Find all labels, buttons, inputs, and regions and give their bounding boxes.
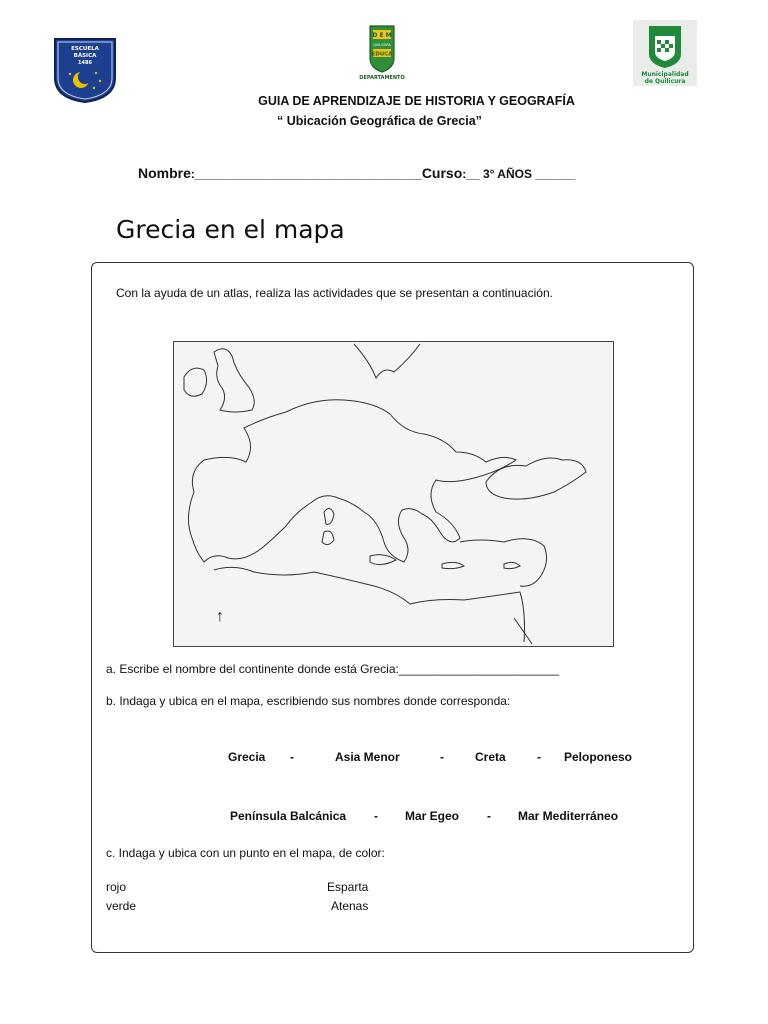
place-creta: Creta bbox=[475, 750, 506, 764]
section-title: Grecia en el mapa bbox=[116, 215, 345, 244]
guide-title: GUIA DE APRENDIZAJE DE HISTORIA Y GEOGRAFÍA bbox=[258, 94, 575, 108]
dem-quilicura-educa-logo bbox=[352, 24, 412, 84]
dem-caption: DEPARTAMENTO bbox=[359, 75, 405, 81]
crest-line-2: BÁSICA bbox=[73, 53, 97, 59]
question-c: c. Indaga y ubica con un punto en el mapa, de color: bbox=[106, 846, 385, 860]
separator: - bbox=[290, 750, 294, 764]
course-label: Curso bbox=[421, 165, 463, 181]
question-b: b. Indaga y ubica en el mapa, escribiendo sus nombres donde corresponda: bbox=[106, 694, 511, 708]
map-of-mediterranean-icon bbox=[174, 342, 613, 646]
separator: - bbox=[374, 809, 378, 823]
municipal-caption-2: de Quilicura bbox=[644, 78, 686, 85]
question-a: a. Escribe el nombre del continente donde está Grecia:________________________ bbox=[106, 662, 560, 676]
instruction-text: Con la ayuda de un atlas, realiza las actividades que se presentan a continuación. bbox=[116, 286, 553, 300]
badge-line-1: D E M bbox=[372, 32, 392, 39]
place-peloponeso: Peloponeso bbox=[564, 750, 633, 764]
place-peninsula-balcanica: Península Balcánica bbox=[230, 809, 347, 823]
crest-line-1: ESCUELA bbox=[71, 46, 99, 52]
color-rojo: rojo bbox=[106, 880, 127, 894]
place-esparta: Esparta bbox=[327, 880, 369, 894]
north-arrow-icon: ↑ bbox=[216, 608, 224, 625]
name-blank[interactable]: :__________________________________ bbox=[190, 167, 422, 181]
separator: - bbox=[537, 750, 541, 764]
place-mar-mediterraneo: Mar Mediterráneo bbox=[518, 809, 619, 823]
municipalidad-quilicura-logo bbox=[633, 20, 697, 86]
place-mar-egeo: Mar Egeo bbox=[405, 809, 460, 823]
place-grecia: Grecia bbox=[228, 750, 266, 764]
map-container bbox=[173, 341, 614, 647]
student-info-line bbox=[138, 165, 575, 181]
name-label: Nombre bbox=[138, 165, 191, 181]
course-value[interactable]: :__ 3° AÑOS ______ bbox=[462, 167, 576, 181]
color-verde: verde bbox=[106, 899, 137, 913]
separator: - bbox=[487, 809, 491, 823]
municipal-caption-1: Municipalidad bbox=[641, 71, 689, 78]
badge-line-2: QUILICURA bbox=[373, 43, 391, 47]
guide-subtitle: “ Ubicación Geográfica de Grecia” bbox=[277, 114, 482, 128]
place-atenas: Atenas bbox=[331, 899, 369, 913]
place-asia-menor: Asia Menor bbox=[335, 750, 400, 764]
crest-line-3: 1486 bbox=[78, 60, 92, 66]
separator: - bbox=[440, 750, 444, 764]
badge-line-3: EDUCA bbox=[371, 51, 393, 58]
